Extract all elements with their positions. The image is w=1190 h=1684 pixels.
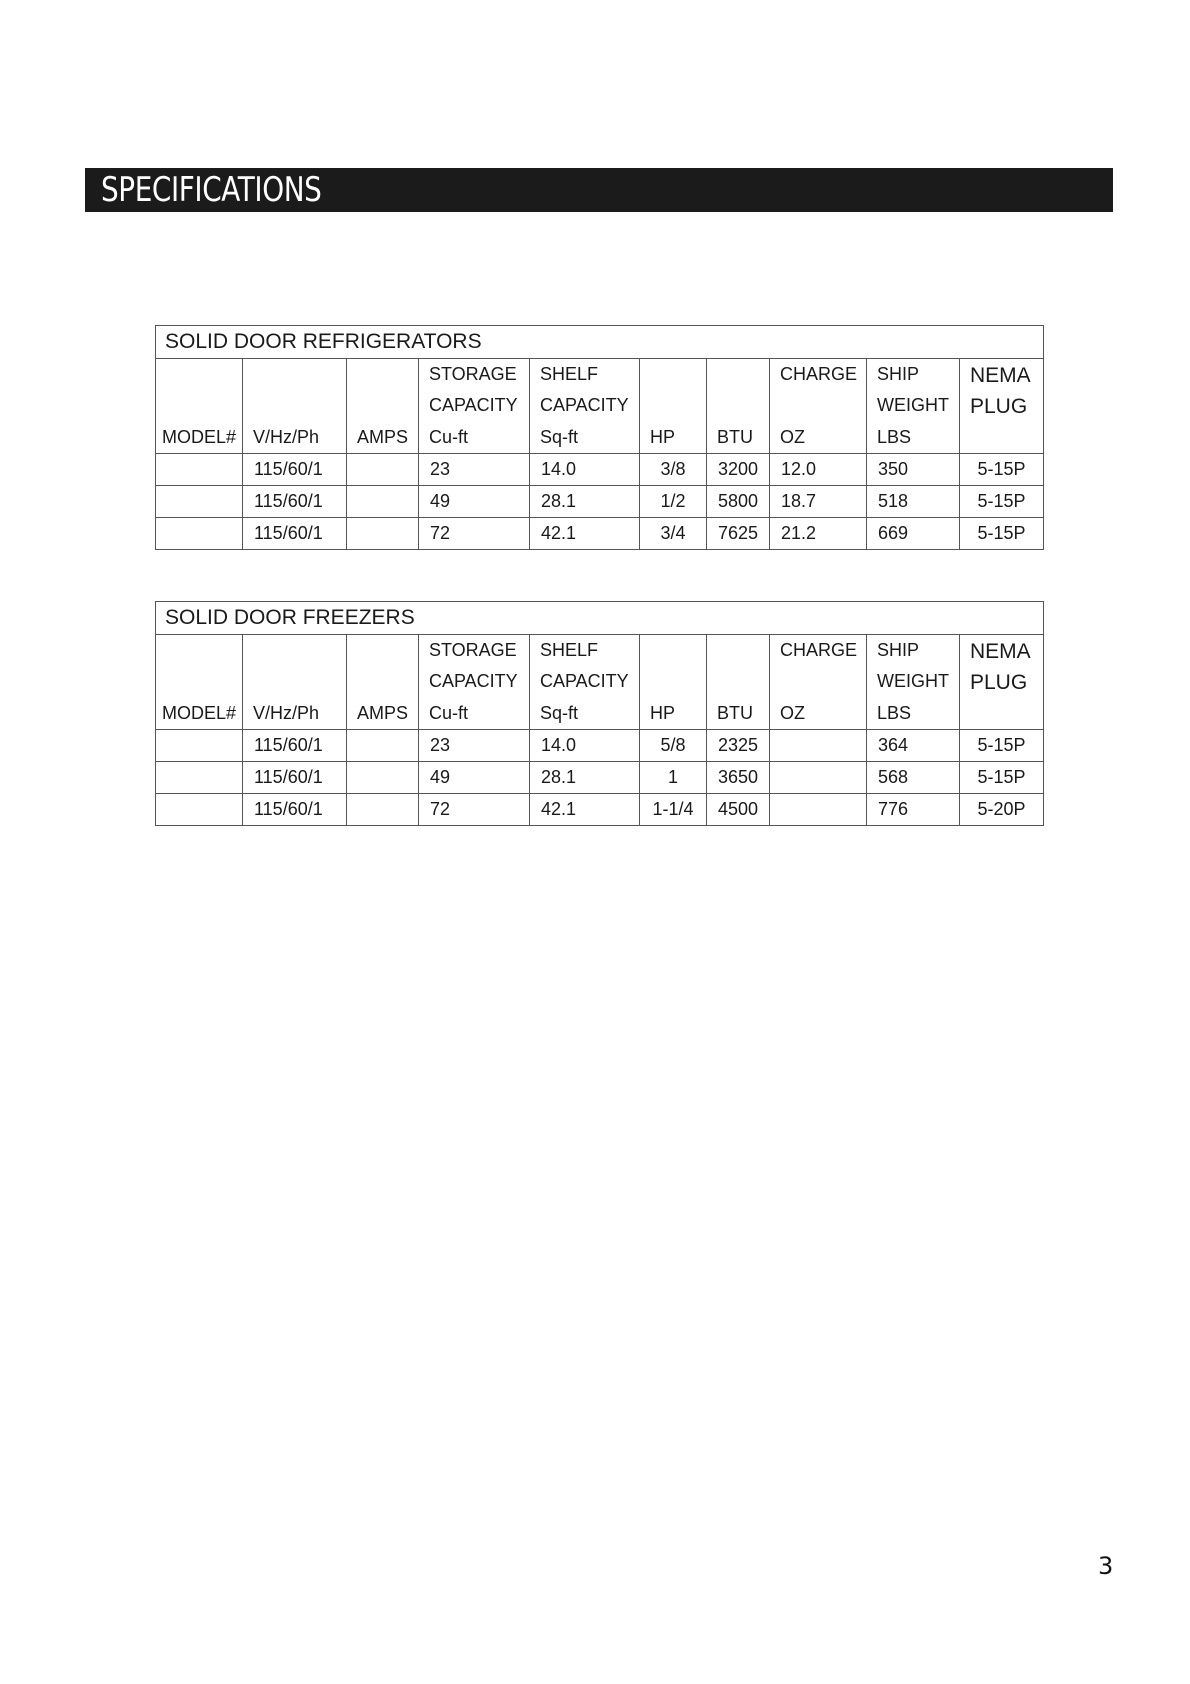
cell-btu: 3650 bbox=[707, 762, 770, 794]
header-model-text: MODEL# bbox=[162, 703, 237, 723]
header-nema bbox=[960, 359, 1044, 454]
cell-shelf: 28.1 bbox=[530, 762, 640, 794]
header-charge bbox=[770, 359, 867, 454]
page-number: 3 bbox=[1098, 1552, 1114, 1580]
table-row bbox=[156, 730, 1044, 762]
cell-btu: 5800 bbox=[707, 486, 770, 518]
cell-ship: 364 bbox=[867, 730, 960, 762]
header-charge-text: OZ bbox=[780, 703, 805, 723]
header-btu-text: BTU bbox=[717, 427, 753, 447]
header-amps bbox=[347, 359, 419, 454]
cell-amps bbox=[347, 518, 419, 550]
cell-vhz: 115/60/1 bbox=[243, 794, 347, 826]
header-shelf-text: CAPACITY bbox=[540, 395, 629, 415]
header-storage-text: STORAGE bbox=[429, 640, 517, 660]
cell-charge bbox=[770, 794, 867, 826]
cell-vhz: 115/60/1 bbox=[243, 730, 347, 762]
cell-amps bbox=[347, 794, 419, 826]
cell-hp: 1 bbox=[640, 762, 707, 794]
cell-charge: 21.2 bbox=[770, 518, 867, 550]
header-storage-text: CAPACITY bbox=[429, 671, 518, 691]
freezers-spec-table bbox=[155, 601, 1044, 826]
header-amps-text: AMPS bbox=[357, 703, 409, 723]
cell-hp: 1-1/4 bbox=[640, 794, 707, 826]
header-ship-text: LBS bbox=[877, 427, 912, 447]
cell-nema: 5-15P bbox=[960, 518, 1044, 550]
cell-hp: 5/8 bbox=[640, 730, 707, 762]
cell-charge bbox=[770, 762, 867, 794]
cell-shelf: 42.1 bbox=[530, 518, 640, 550]
section-title-bar bbox=[85, 168, 1113, 212]
table-caption-row bbox=[156, 326, 1044, 359]
header-ship-text: WEIGHT bbox=[877, 395, 949, 415]
header-ship bbox=[867, 359, 960, 454]
cell-model bbox=[156, 762, 243, 794]
cell-nema: 5-15P bbox=[960, 762, 1044, 794]
header-shelf-text: Sq-ft bbox=[540, 427, 579, 447]
header-hp bbox=[640, 359, 707, 454]
header-ship-text: LBS bbox=[877, 703, 912, 723]
header-ship-text: SHIP bbox=[877, 364, 920, 384]
header-vhz bbox=[243, 359, 347, 454]
cell-storage: 72 bbox=[419, 794, 530, 826]
cell-shelf: 42.1 bbox=[530, 794, 640, 826]
cell-amps bbox=[347, 762, 419, 794]
cell-ship: 350 bbox=[867, 454, 960, 486]
header-storage-text: CAPACITY bbox=[429, 395, 518, 415]
table-caption: SOLID DOOR FREEZERS bbox=[156, 602, 1044, 635]
cell-model bbox=[156, 518, 243, 550]
table-header-row bbox=[156, 359, 1044, 454]
header-storage-text: Cu-ft bbox=[429, 427, 469, 447]
header-nema-text: NEMA bbox=[970, 640, 1031, 663]
cell-hp: 1/2 bbox=[640, 486, 707, 518]
header-hp bbox=[640, 635, 707, 730]
header-nema-text: NEMA bbox=[970, 364, 1031, 387]
cell-storage: 49 bbox=[419, 762, 530, 794]
cell-btu: 2325 bbox=[707, 730, 770, 762]
header-storage-text: STORAGE bbox=[429, 364, 517, 384]
header-model-text: MODEL# bbox=[162, 427, 237, 447]
cell-storage: 23 bbox=[419, 454, 530, 486]
header-hp-text: HP bbox=[650, 427, 676, 447]
header-shelf-text: Sq-ft bbox=[540, 703, 579, 723]
cell-ship: 568 bbox=[867, 762, 960, 794]
cell-model bbox=[156, 730, 243, 762]
cell-shelf: 14.0 bbox=[530, 730, 640, 762]
cell-storage: 23 bbox=[419, 730, 530, 762]
header-shelf-text: SHELF bbox=[540, 364, 599, 384]
cell-vhz: 115/60/1 bbox=[243, 454, 347, 486]
cell-ship: 776 bbox=[867, 794, 960, 826]
header-vhz bbox=[243, 635, 347, 730]
refrigerators-spec-table bbox=[155, 325, 1044, 550]
table-row bbox=[156, 486, 1044, 518]
header-vhz-text: V/Hz/Ph bbox=[253, 703, 320, 723]
header-storage-text: Cu-ft bbox=[429, 703, 469, 723]
cell-ship: 518 bbox=[867, 486, 960, 518]
header-shelf bbox=[530, 359, 640, 454]
header-storage bbox=[419, 359, 530, 454]
table-row bbox=[156, 794, 1044, 826]
header-ship bbox=[867, 635, 960, 730]
cell-nema: 5-20P bbox=[960, 794, 1044, 826]
header-shelf bbox=[530, 635, 640, 730]
table-caption-row bbox=[156, 602, 1044, 635]
header-amps bbox=[347, 635, 419, 730]
cell-storage: 72 bbox=[419, 518, 530, 550]
section-title: SPECIFICATIONS bbox=[101, 170, 322, 210]
cell-vhz: 115/60/1 bbox=[243, 762, 347, 794]
table-row bbox=[156, 454, 1044, 486]
cell-charge bbox=[770, 730, 867, 762]
header-charge bbox=[770, 635, 867, 730]
table-header-row bbox=[156, 635, 1044, 730]
header-btu bbox=[707, 635, 770, 730]
header-btu-text: BTU bbox=[717, 703, 753, 723]
cell-nema: 5-15P bbox=[960, 730, 1044, 762]
header-amps-text: AMPS bbox=[357, 427, 409, 447]
cell-nema: 5-15P bbox=[960, 486, 1044, 518]
cell-charge: 18.7 bbox=[770, 486, 867, 518]
header-nema-text: PLUG bbox=[970, 395, 1028, 418]
cell-storage: 49 bbox=[419, 486, 530, 518]
cell-btu: 7625 bbox=[707, 518, 770, 550]
header-ship-text: WEIGHT bbox=[877, 671, 949, 691]
cell-vhz: 115/60/1 bbox=[243, 518, 347, 550]
header-model bbox=[156, 359, 243, 454]
table-row bbox=[156, 762, 1044, 794]
cell-shelf: 28.1 bbox=[530, 486, 640, 518]
cell-hp: 3/4 bbox=[640, 518, 707, 550]
header-hp-text: HP bbox=[650, 703, 676, 723]
cell-model bbox=[156, 454, 243, 486]
cell-amps bbox=[347, 486, 419, 518]
cell-nema: 5-15P bbox=[960, 454, 1044, 486]
cell-amps bbox=[347, 730, 419, 762]
cell-hp: 3/8 bbox=[640, 454, 707, 486]
cell-ship: 669 bbox=[867, 518, 960, 550]
header-nema bbox=[960, 635, 1044, 730]
header-vhz-text: V/Hz/Ph bbox=[253, 427, 320, 447]
header-shelf-text: SHELF bbox=[540, 640, 599, 660]
table-row bbox=[156, 518, 1044, 550]
header-charge-text: CHARGE bbox=[780, 640, 858, 660]
header-storage bbox=[419, 635, 530, 730]
header-ship-text: SHIP bbox=[877, 640, 920, 660]
header-shelf-text: CAPACITY bbox=[540, 671, 629, 691]
cell-model bbox=[156, 794, 243, 826]
cell-shelf: 14.0 bbox=[530, 454, 640, 486]
cell-btu: 4500 bbox=[707, 794, 770, 826]
header-model bbox=[156, 635, 243, 730]
header-charge-text: OZ bbox=[780, 427, 805, 447]
cell-amps bbox=[347, 454, 419, 486]
header-nema-text: PLUG bbox=[970, 671, 1028, 694]
header-charge-text: CHARGE bbox=[780, 364, 858, 384]
cell-model bbox=[156, 486, 243, 518]
table-caption: SOLID DOOR REFRIGERATORS bbox=[156, 326, 1044, 359]
cell-btu: 3200 bbox=[707, 454, 770, 486]
cell-vhz: 115/60/1 bbox=[243, 486, 347, 518]
cell-charge: 12.0 bbox=[770, 454, 867, 486]
header-btu bbox=[707, 359, 770, 454]
